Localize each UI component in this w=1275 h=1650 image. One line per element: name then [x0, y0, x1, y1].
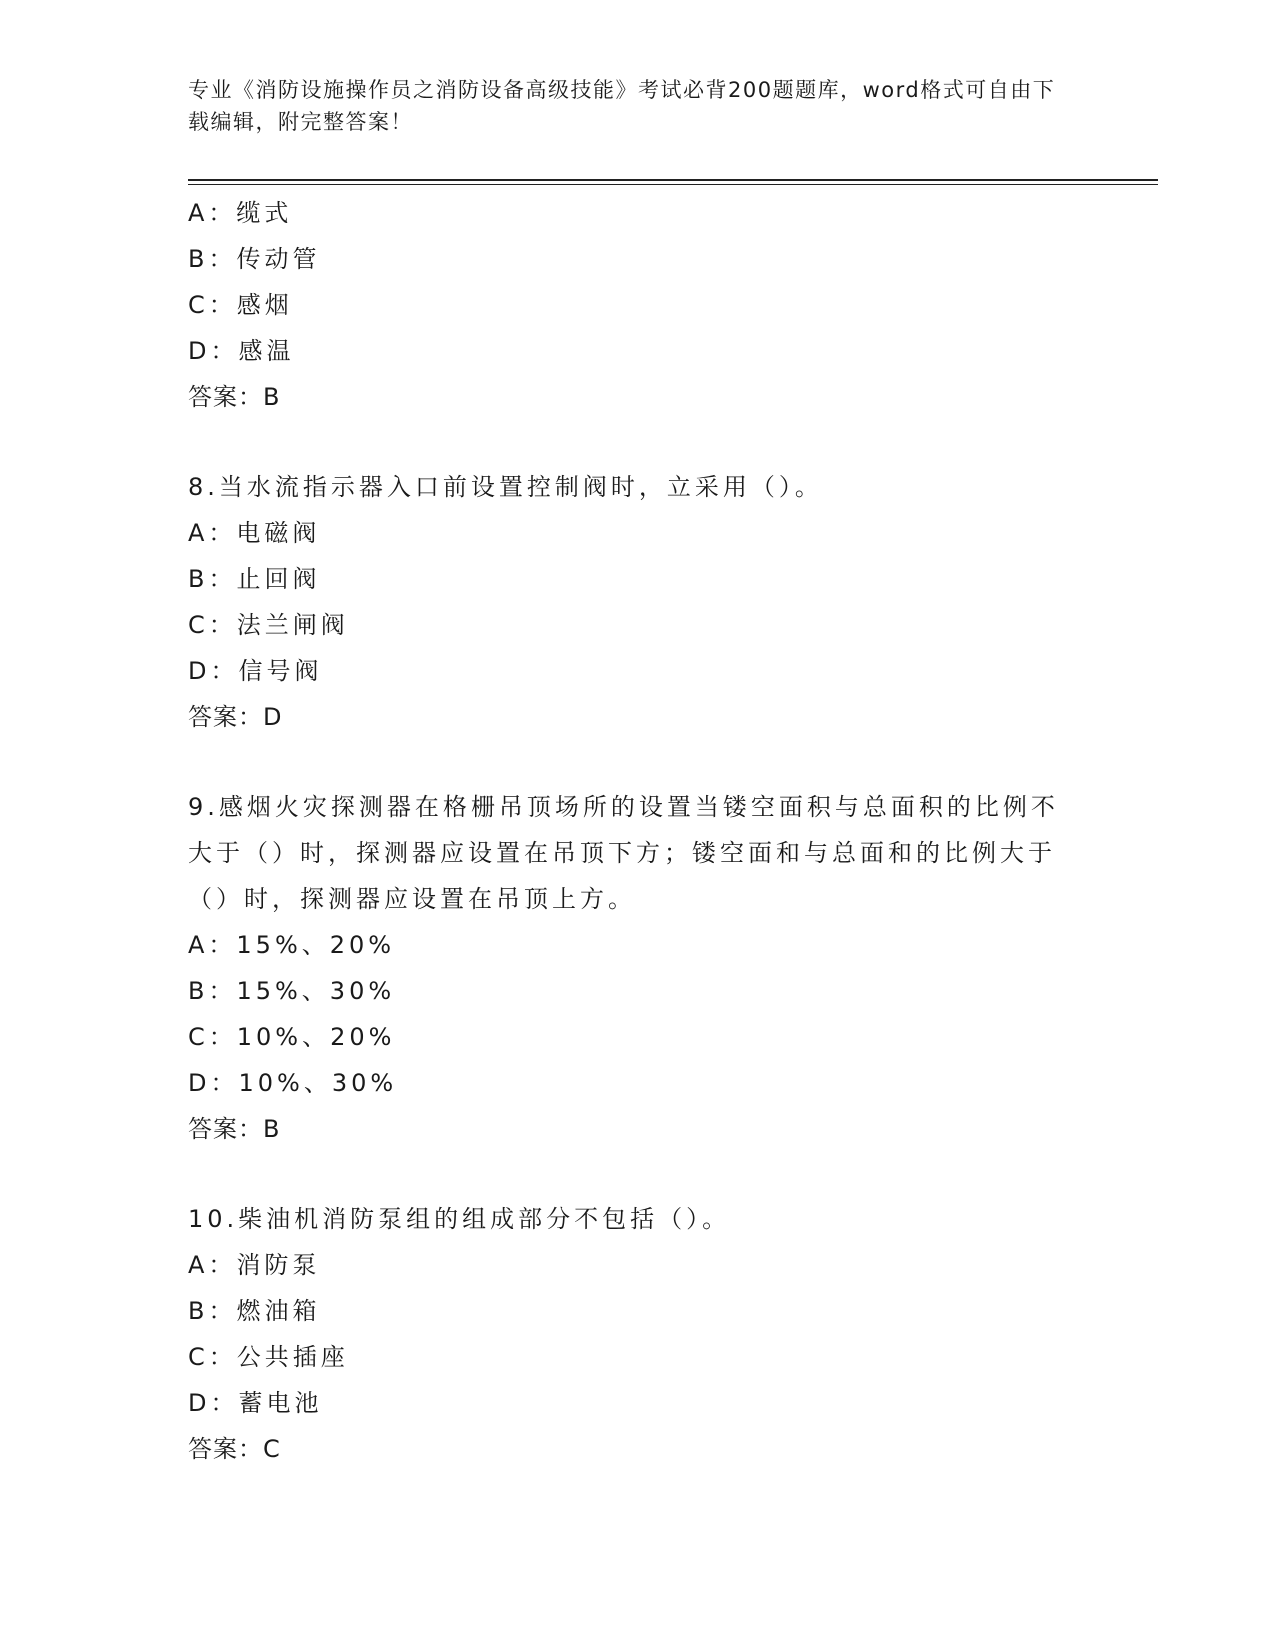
question-text: 10.柴油机消防泵组的组成部分不包括（）。	[188, 1205, 731, 1233]
header-rule	[188, 179, 1158, 181]
header-rule-thin	[188, 184, 1158, 185]
option-b: B：燃油箱	[188, 1297, 321, 1325]
spacer	[188, 740, 1068, 784]
question-block-partial	[188, 190, 1068, 420]
option-d: D：信号阀	[188, 657, 323, 685]
spacer	[188, 1152, 1068, 1196]
option-c: C：感烟	[188, 291, 293, 319]
option-b: B：止回阀	[188, 565, 321, 593]
option-a: A：消防泵	[188, 1251, 321, 1279]
option-b: B：传动管	[188, 245, 321, 273]
option-b: B：15%、30%	[188, 977, 396, 1005]
question-text: 8.当水流指示器入口前设置控制阀时，立采用（）。	[188, 473, 823, 501]
question-block-8	[188, 464, 1068, 740]
answer-line: 答案：C	[188, 1435, 281, 1463]
question-block-10	[188, 1196, 1068, 1472]
option-c: C：法兰闸阀	[188, 611, 349, 639]
document-header: 专业《消防设施操作员之消防设备高级技能》考试必背200题题库，word格式可自由下载编辑，附完整答案！	[188, 78, 1056, 134]
option-a: A：15%、20%	[188, 931, 396, 959]
option-c: C：公共插座	[188, 1343, 349, 1371]
spacer	[188, 420, 1068, 464]
question-block-9	[188, 784, 1068, 1152]
answer-line: 答案：D	[188, 703, 283, 731]
option-c: C：10%、20%	[188, 1023, 396, 1051]
answer-line: 答案：B	[188, 383, 281, 411]
document-body	[188, 190, 1068, 1472]
option-d: D：10%、30%	[188, 1069, 398, 1097]
option-d: D：蓄电池	[188, 1389, 323, 1417]
answer-line: 答案：B	[188, 1115, 281, 1143]
option-a: A：缆式	[188, 199, 293, 227]
question-text: 9.感烟火灾探测器在格栅吊顶场所的设置当镂空面积与总面积的比例不大于（）时，探测器应设置在吊顶下方；镂空面和与总面和的比例大于（）时，探测器应设置在吊顶上方。	[188, 793, 1059, 913]
option-d: D：感温	[188, 337, 295, 365]
option-a: A：电磁阀	[188, 519, 321, 547]
